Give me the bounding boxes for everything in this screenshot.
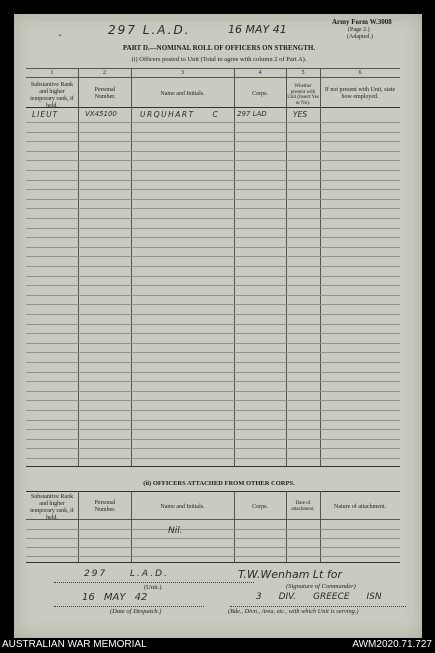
ruled-line <box>26 391 400 392</box>
attached-header-corps: Corps. <box>252 504 268 510</box>
header-corps: Corps. <box>252 91 268 97</box>
ruled-line <box>26 439 400 440</box>
handwritten-dash: - <box>58 30 62 41</box>
ruled-line <box>26 266 400 267</box>
ruled-line <box>26 547 400 548</box>
ruled-line <box>26 352 400 353</box>
ruled-line <box>26 400 400 401</box>
ruled-line <box>26 247 400 248</box>
ruled-line <box>26 410 400 411</box>
unit-line <box>54 582 254 583</box>
attached-header-nature: Nature of attachment. <box>333 504 387 510</box>
handwritten-date: 16 MAY 41 <box>228 23 287 36</box>
handwritten-unit: 297 L.A.D. <box>108 23 191 37</box>
unit-label: (Unit.) <box>144 584 162 591</box>
footer-institution: AUSTRALIAN WAR MEMORIAL <box>2 639 147 650</box>
ruled-line <box>26 180 400 181</box>
officer-number: VX45100 <box>85 110 117 118</box>
column-number-4: 4 <box>258 70 262 76</box>
column-number-6: 6 <box>358 70 362 76</box>
despatch-date-label: (Date of Despatch.) <box>110 608 162 615</box>
ruled-line <box>26 237 400 238</box>
ruled-line <box>26 228 400 229</box>
attached-header-name: Name and Initials. <box>160 504 205 510</box>
ruled-line <box>26 333 400 334</box>
officer-corps: 297 LAD <box>237 110 267 118</box>
despatch-date-value: 16 MAY 42 <box>82 592 148 603</box>
header-present: Whether present with Unit (Insert Yes or No). <box>287 84 319 106</box>
formation-label: (Bde., Divn., Area, etc., with which Unit is serving.) <box>228 608 359 615</box>
signature-label: (Signature of Commander) <box>286 583 356 590</box>
column-number-2: 2 <box>103 70 106 76</box>
ruled-line <box>26 324 400 325</box>
ruled-line <box>26 208 400 209</box>
attached-header-number: Personal Number. <box>94 500 116 513</box>
ruled-line <box>26 372 400 373</box>
ruled-line <box>26 218 400 219</box>
header-name: Name and Initials. <box>160 91 205 97</box>
signature-value: T.W.Wenham Lt for <box>238 568 342 581</box>
ruled-line <box>26 304 400 305</box>
ruled-line <box>26 556 400 557</box>
ruled-line <box>26 343 400 344</box>
despatch-date-line <box>54 606 204 607</box>
ruled-line <box>26 276 400 277</box>
ruled-line <box>26 141 400 142</box>
attached-nil-entry: Nil. <box>168 526 183 536</box>
officer-rank: LIEUT <box>32 110 59 119</box>
archive-footer <box>0 638 435 653</box>
ruled-line <box>26 429 400 430</box>
ruled-line <box>26 529 400 530</box>
ruled-line <box>26 132 400 133</box>
column-number-1: 1 <box>50 70 54 76</box>
ruled-line <box>26 170 400 171</box>
formation-value: 3 DIV. GREECE ISN <box>256 592 382 602</box>
form-adapted-label: (Adapted.) <box>347 34 373 40</box>
header-employment: If not present with Unit, state how employed. <box>324 87 396 100</box>
form-page-label: (Page 2.) <box>348 27 370 33</box>
footer-accession-number: AWM2020.71.727 <box>352 639 432 650</box>
army-form-label: Army Form W.3008 <box>332 18 392 26</box>
unit-value: 297 L.A.D. <box>84 569 169 579</box>
ruled-line <box>26 314 400 315</box>
ruled-line <box>26 160 400 161</box>
ruled-line <box>26 285 400 286</box>
officer-present: YES <box>293 110 308 119</box>
ruled-line <box>26 362 400 363</box>
ruled-line <box>26 458 400 459</box>
ruled-line <box>26 122 400 123</box>
section1-title: (i) Officers posted to Unit (Total to agree with column 2 of Part A). <box>131 56 307 63</box>
attached-header-date: Date of attachment. <box>291 501 315 512</box>
column-number-3: 3 <box>181 70 184 76</box>
attached-header-rank: Substantive Rank and higher temporary rank, if held. <box>30 494 74 521</box>
ruled-line <box>26 189 400 190</box>
ruled-line <box>26 448 400 449</box>
ruled-line <box>26 420 400 421</box>
ruled-line <box>26 151 400 152</box>
form-sheet <box>14 14 422 638</box>
ruled-line <box>26 538 400 539</box>
section2-title: (ii) OFFICERS ATTACHED FROM OTHER CORPS. <box>143 480 295 487</box>
part-title: PART D.—NOMINAL ROLL OF OFFICERS ON STRENGTH. <box>122 44 316 52</box>
column-number-5: 5 <box>301 70 305 76</box>
ruled-line <box>26 199 400 200</box>
officer-name: URQUHART C <box>140 110 220 119</box>
ruled-line <box>26 256 400 257</box>
ruled-line <box>26 295 400 296</box>
header-rank: Substantive Rank and higher temporary rank, if held. <box>30 82 74 109</box>
header-personal-number: Personal Number. <box>94 87 116 100</box>
formation-line <box>230 606 406 607</box>
ruled-line <box>26 381 400 382</box>
